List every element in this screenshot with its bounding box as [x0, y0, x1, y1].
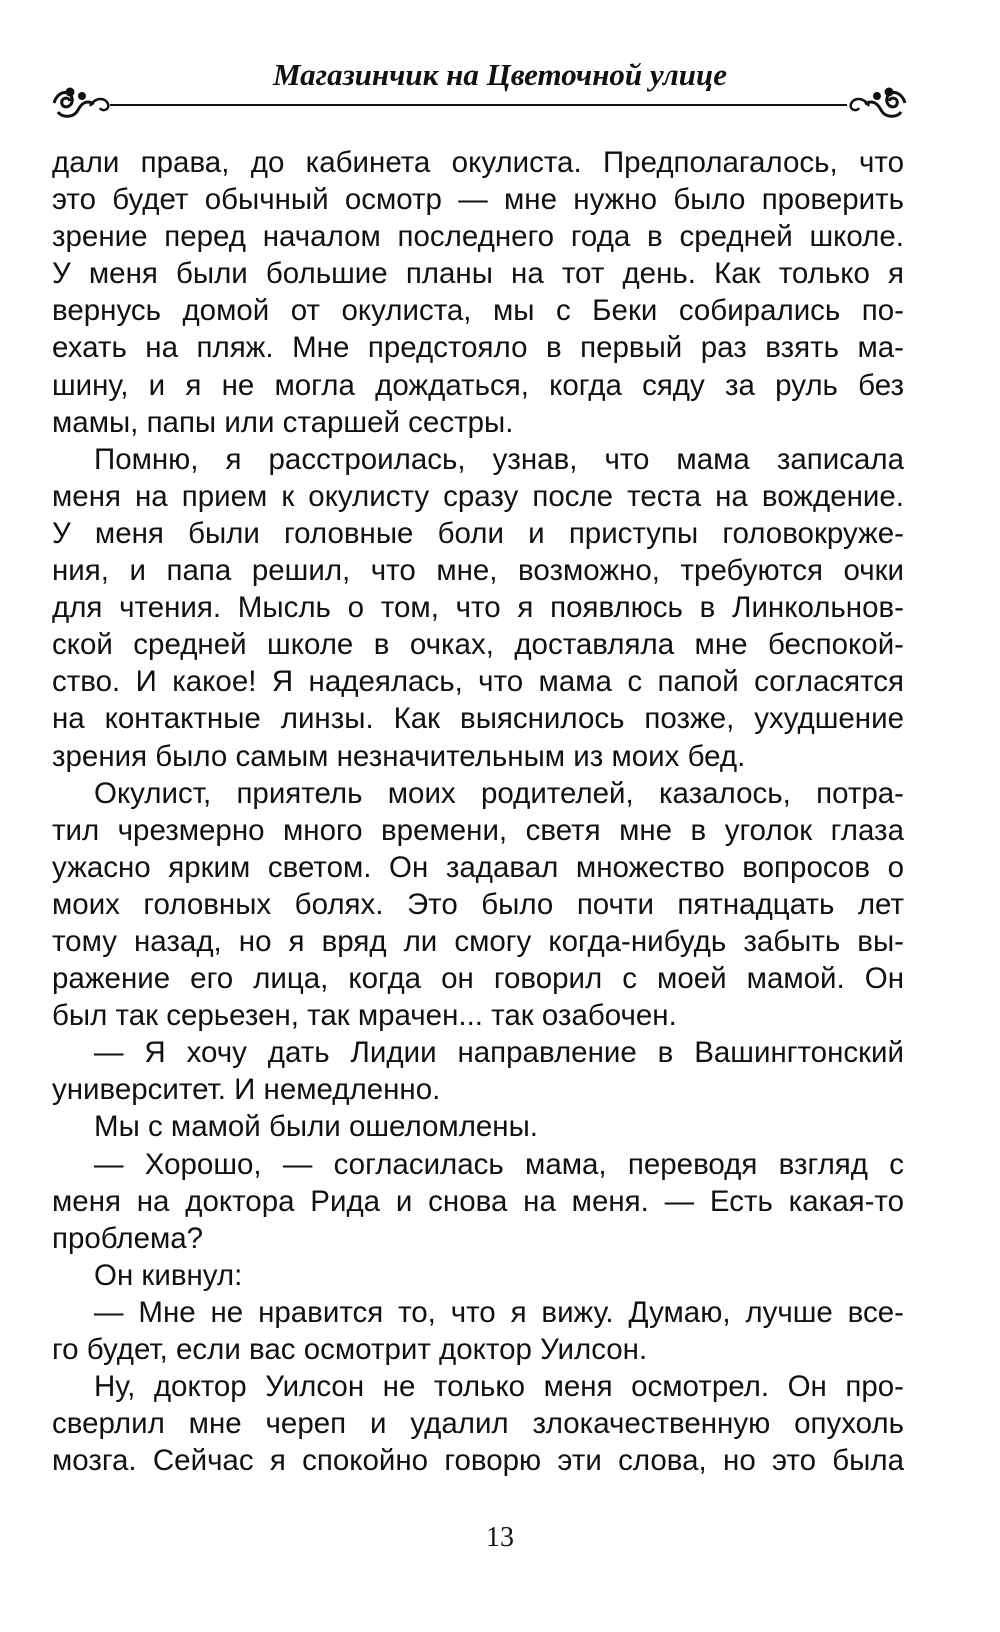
running-title: Магазинчик на Цветочной улице: [273, 57, 727, 92]
text-line: ражение его лица, когда он говорил с моей мамой. Он: [52, 962, 904, 996]
text-line: проблема?: [52, 1221, 204, 1255]
text-line: ской средней школе в очках, доставляла мне беспокой-: [52, 628, 904, 662]
text-line: это будет обычный осмотр — мне нужно было проверить: [52, 183, 904, 217]
text-line: ство. И какое! Я надеялась, что мама с папой согласятся: [52, 665, 904, 699]
text-line: мозга. Сейчас я спокойно говорю эти слова, но это была: [52, 1444, 904, 1478]
text-line: на контактные линзы. Как выяснилось позже, ухудшение: [52, 702, 904, 736]
text-line: зрения было самым незначительным из моих бед.: [52, 739, 746, 773]
text-line: дали права, до кабинета окулиста. Предполагалось, что: [52, 146, 904, 179]
text-line: для чтения. Мысль о том, что я появлюсь в Линкольнов-: [52, 591, 904, 625]
text-line: моих головных болях. Это было почти пятнадцать лет: [52, 887, 904, 921]
text-line: У меня были большие планы на тот день. Как только я: [52, 257, 904, 291]
text-line: был так серьезен, так мрачен... так озабочен.: [52, 999, 677, 1033]
text-line: — Я хочу дать Лидии направление в Вашингтонский: [94, 1036, 904, 1070]
ornamental-header-rule: [52, 86, 907, 120]
text-line: меня на прием к окулисту сразу после теста на вождение.: [52, 479, 904, 513]
book-page-body: [52, 144, 904, 1479]
text-line: Мы с мамой были ошеломлены.: [94, 1110, 538, 1144]
text-line: Он кивнул:: [94, 1258, 243, 1292]
text-line: го будет, если вас осмотрит доктор Уилсон.: [52, 1333, 648, 1366]
text-line: — Мне не нравится то, что я вижу. Думаю, лучше все-: [94, 1295, 904, 1329]
text-line: меня на доктора Рида и снова на меня. — Есть какая-то: [52, 1184, 904, 1218]
text-line: шину, и я не могла дождаться, когда сяду за руль без: [52, 368, 904, 402]
text-line: Помню, я расстроилась, узнав, что мама записала: [94, 442, 904, 476]
text-line: ехать на пляж. Мне предстояло в первый раз взять ма-: [52, 331, 904, 365]
right-flourish-icon: [851, 88, 905, 116]
text-line: тил чрезмерно много времени, светя мне в уголок глаза: [52, 813, 904, 847]
text-line: У меня были головные боли и приступы головокруже-: [52, 516, 904, 550]
text-line: Окулист, приятель моих родителей, казалось, потра-: [94, 776, 904, 810]
text-line: Ну, доктор Уилсон не только меня осмотрел. Он про-: [94, 1370, 904, 1404]
text-line: — Хорошо, — согласилась мама, переводя взгляд с: [94, 1147, 904, 1181]
text-line: ужасно ярким светом. Он задавал множество вопросов о: [52, 850, 904, 884]
text-line: зрение перед началом последнего года в средней школе.: [52, 220, 904, 254]
left-flourish-icon: [54, 88, 108, 116]
text-line: мамы, папы или старшей сестры.: [52, 405, 514, 439]
text-line: университет. И немедленно.: [52, 1073, 441, 1107]
text-line: сверлил мне череп и удалил злокачественную опухоль: [52, 1407, 904, 1441]
text-line: вернусь домой от окулиста, мы с Беки собирались по-: [52, 294, 904, 328]
text-line: ния, и папа решил, что мне, возможно, требуются очки: [52, 554, 904, 588]
text-line: тому назад, но я вряд ли смогу когда-нибудь забыть вы-: [52, 924, 904, 958]
page-number: 13: [486, 1522, 514, 1553]
